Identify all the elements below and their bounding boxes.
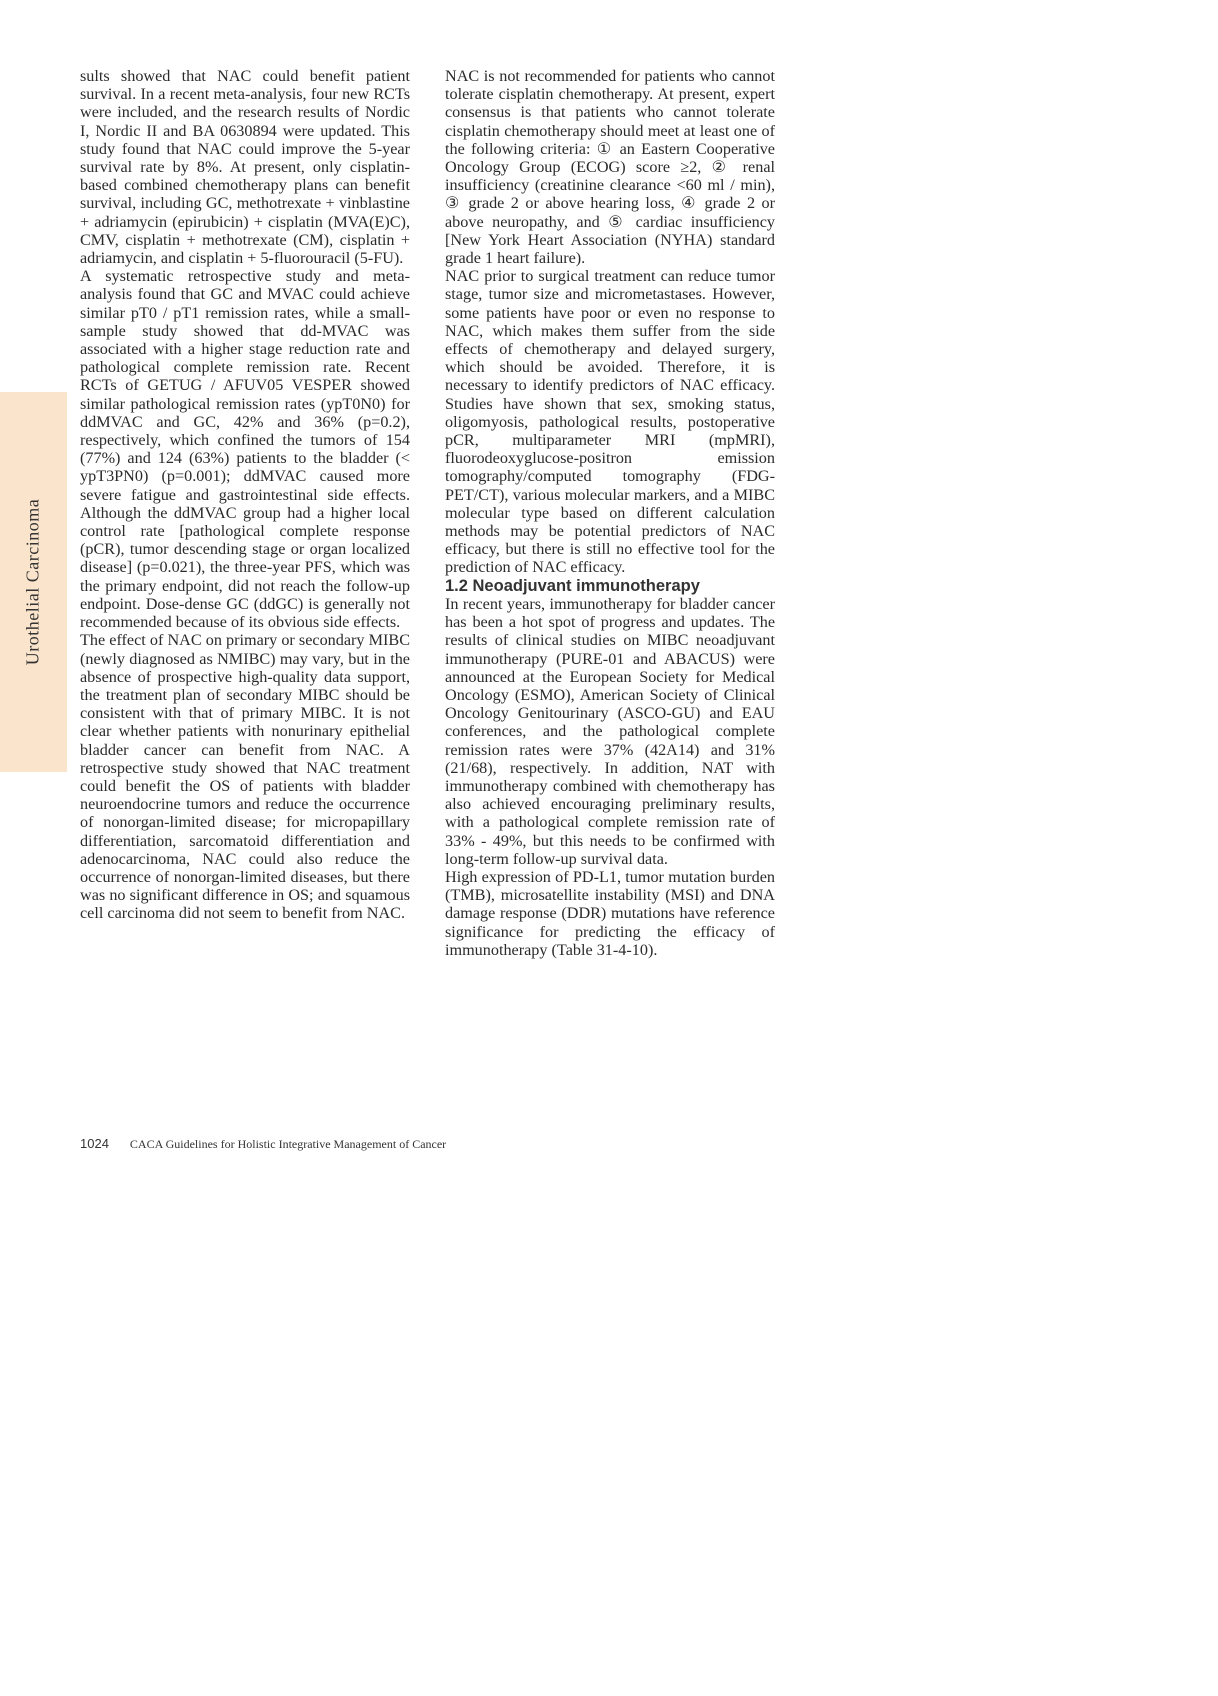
paragraph: In recent years, immunotherapy for bladder cancer has been a hot spot of progress and updates. The results of clinical studies on MIBC neoadjuvant immunotherapy (PURE-01 and ABACUS) were announced at the European Society for Medical Oncology (ESMO), American Society of Clinical Oncology Genitourinary (ASCO-GU) and EAU conferences, and the pathological complete remission rates were 37% (42A14) and 31% (21/68), respectively. In addition, NAT with immunotherapy combined with chemotherapy has also achieved encouraging preliminary results, with a pathological complete remission rate of 33% - 49%, but this needs to be confirmed with long-term follow-up survival data. xyxy=(445,594,775,868)
footer-title: CACA Guidelines for Holistic Integrative Management of Cancer xyxy=(129,1137,447,1151)
paragraph: NAC is not recommended for patients who cannot tolerate cisplatin chemotherapy. At present, expert consensus is that patients who cannot tolerate cisplatin chemotherapy should meet at least one of the following criteria: ① an Eastern Cooperative Oncology Group (ECOG) score ≥2, ② renal insufficiency (creatinine clearance <60 ml / min), ③ grade 2 or above hearing loss, ④ grade 2 or above neuropathy, and ⑤ cardiac insufficiency [New York Heart Association (NYHA) standard grade 1 heart failure). xyxy=(445,67,775,268)
left-column xyxy=(80,67,410,923)
paragraph: sults showed that NAC could benefit patient survival. In a recent meta-analysis, four new RCTs were included, and the research results of Nordic I, Nordic II and BA 0630894 were updated. This study found that NAC could improve the 5-year survival rate by 8%. At present, only cisplatin-based combined chemotherapy plans can benefit survival, including GC, methotrexate + vinblastine + adriamycin (epirubicin) + cisplatin (MVA(E)C), CMV, cisplatin + methotrexate (CM), cisplatin + adriamycin, and cisplatin + 5-fluorouracil (5-FU). xyxy=(80,67,410,268)
paragraph: A systematic retrospective study and meta-analysis found that GC and MVAC could achieve similar pT0 / pT1 remission rates, while a small-sample study showed that dd-MVAC was associated with a higher stage reduction rate and pathological complete remission rate. Recent RCTs of GETUG / AFUV05 VESPER showed similar pathological remission rates (ypT0N0) for ddMVAC and GC, 42% and 36% (p=0.2), respectively, which confined the tumors of 154 (77%) and 124 (63%) patients to the bladder (< ypT3PN0) (p=0.001); ddMVAC caused more severe fatigue and gastrointestinal side effects. Although the ddMVAC group had a higher local control rate [pathological complete response (pCR), tumor descending stage or organ localized disease] (p=0.021), the three-year PFS, which was the primary endpoint, did not reach the follow-up endpoint. Dose-dense GC (ddGC) is generally not recommended because of its obvious side effects. xyxy=(80,267,410,632)
section-heading: 1.2 Neoadjuvant immunotherapy xyxy=(445,576,700,595)
paragraph: NAC prior to surgical treatment can reduce tumor stage, tumor size and micrometastases. However, some patients have poor or even no response to NAC, which makes them suffer from the side effects of chemotherapy and delayed surgery, which should be avoided. Therefore, it is necessary to identify predictors of NAC efficacy. Studies have shown that sex, smoking status, oligomyosis, pathological results, postoperative pCR, multiparameter MRI (mpMRI), fluorodeoxyglucose-positron emission tomography/computed tomography (FDG-PET/CT), various molecular markers, and a MIBC molecular type based on different calculation methods may be potential predictors of NAC efficacy, but there is still no effective tool for the prediction of NAC efficacy. xyxy=(445,267,775,577)
right-column xyxy=(445,67,775,959)
section-side-label: Urothelial Carcinoma xyxy=(22,498,43,666)
page-footer xyxy=(80,1136,446,1152)
paragraph: High expression of PD-L1, tumor mutation burden (TMB), microsatellite instability (MSI) and DNA damage response (DDR) mutations have reference significance for predicting the efficacy of immunotherapy (Table 31-4-10). xyxy=(445,867,775,959)
page-number: 1024 xyxy=(80,1136,109,1151)
paragraph: The effect of NAC on primary or secondary MIBC (newly diagnosed as NMIBC) may vary, but in the absence of prospective high-quality data support, the treatment plan of secondary MIBC should be consistent with that of primary MIBC. It is not clear whether patients with nonurinary epithelial bladder cancer can benefit from NAC. A retrospective study showed that NAC treatment could benefit the OS of patients with bladder neuroendocrine tumors and reduce the occurrence of nonorgan-limited disease; for micropapillary differentiation, sarcomatoid differentiation and adenocarcinoma, NAC could also reduce the occurrence of nonorgan-limited diseases, but there was no significant difference in OS; and squamous cell carcinoma did not seem to benefit from NAC. xyxy=(80,631,410,923)
